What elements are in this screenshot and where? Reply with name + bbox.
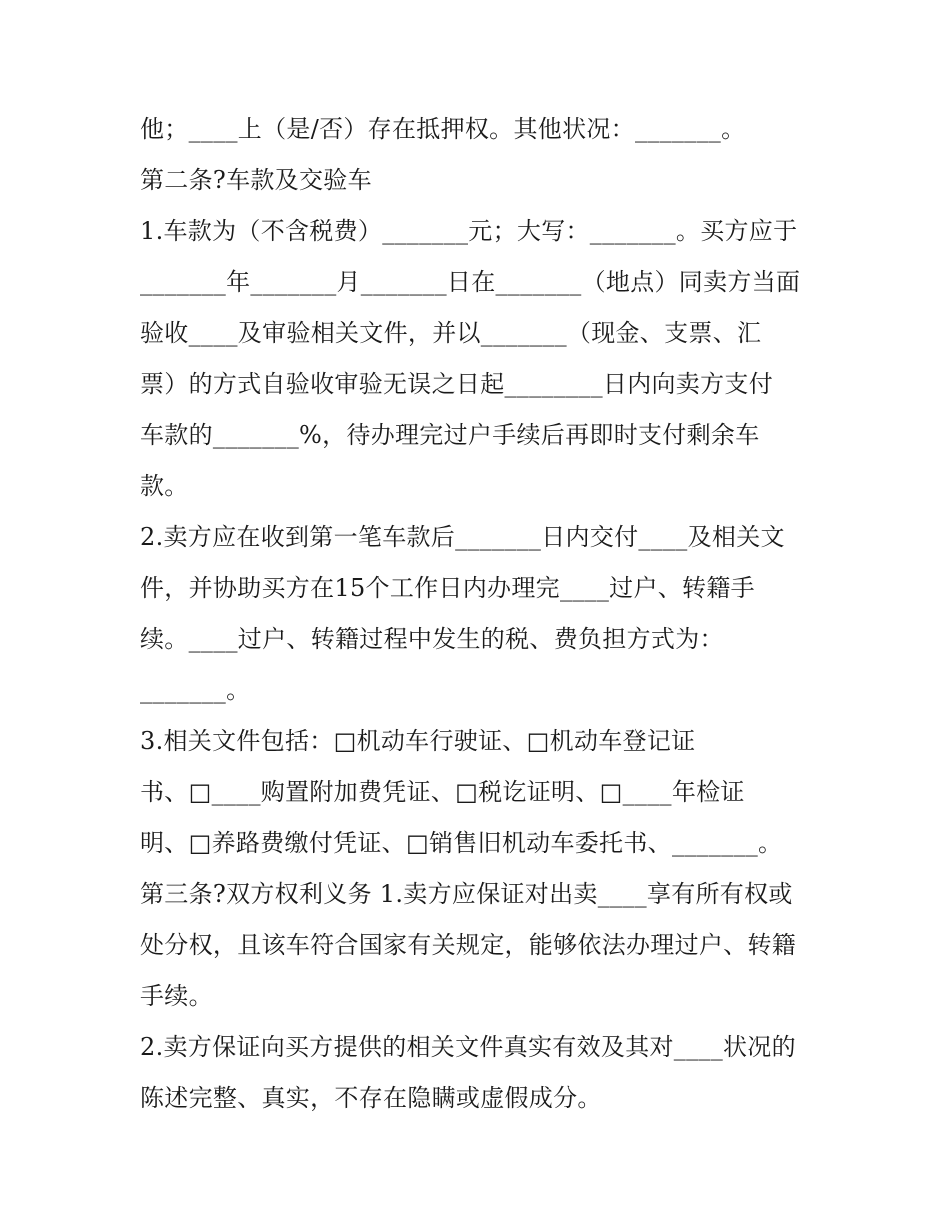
text-line: 手续。 bbox=[140, 982, 213, 1010]
text-line: 2.卖方应在收到第一笔车款后_______日内交付____及相关文 bbox=[140, 523, 785, 551]
text-line: 3.相关文件包括：□机动车行驶证、□机动车登记证 bbox=[140, 727, 696, 755]
text-line: 款。 bbox=[140, 472, 189, 500]
text-line: 陈述完整、真实，不存在隐瞒或虚假成分。 bbox=[140, 1084, 602, 1112]
article-heading: 第三条?双方权利义务 1.卖方应保证对出卖____享有所有权或 bbox=[140, 880, 793, 908]
text-line: 1.车款为（不含税费）_______元；大写：_______。买方应于 bbox=[140, 217, 798, 245]
text-line: 验收____及审验相关文件，并以_______（现金、支票、汇 bbox=[140, 319, 762, 347]
text-line: 2.卖方保证向买方提供的相关文件真实有效及其对____状况的 bbox=[140, 1033, 796, 1061]
article-heading: 第二条?车款及交验车 bbox=[140, 166, 372, 194]
text-line: _______。 bbox=[140, 676, 251, 704]
text-line: 车款的_______%，待办理完过户手续后再即时支付剩余车 bbox=[140, 421, 760, 449]
text-line: 处分权，且该车符合国家有关规定，能够依法办理过户、转籍 bbox=[140, 931, 797, 959]
text-line: 件，并协助买方在15个工作日内办理完____过户、转籍手 bbox=[140, 574, 755, 602]
text-line: 续。____过户、转籍过程中发生的税、费负担方式为： bbox=[140, 625, 724, 653]
text-line: 书、□____购置附加费凭证、□税讫证明、□____年检证 bbox=[140, 778, 745, 806]
text-line: 他；____上（是/否）存在抵押权。其他状况：_______。 bbox=[140, 115, 746, 143]
text-line: 明、□养路费缴付凭证、□销售旧机动车委托书、_______。 bbox=[140, 829, 783, 857]
text-line: 票）的方式自验收审验无误之日起________日内向卖方支付 bbox=[140, 370, 773, 398]
text-line: _______年_______月_______日在_______（地点）同卖方当面 bbox=[140, 268, 801, 296]
